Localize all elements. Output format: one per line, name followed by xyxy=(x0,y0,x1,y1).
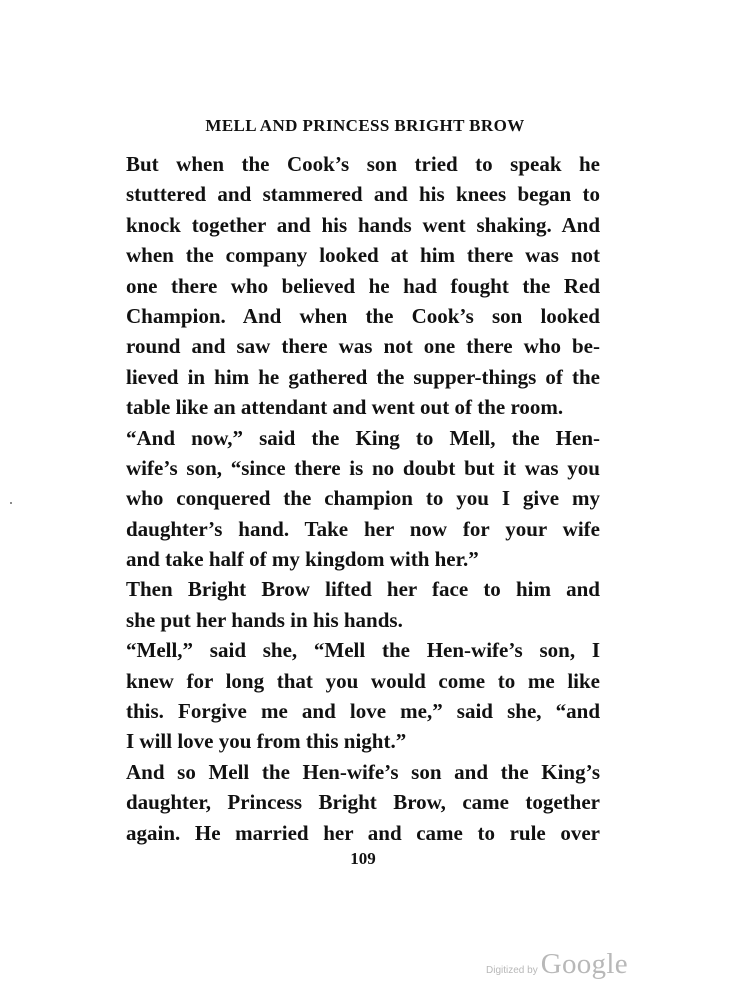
digitized-watermark xyxy=(486,948,628,988)
page-number: 109 xyxy=(350,849,376,868)
text-line: Then Bright Brow lifted her face to him and xyxy=(126,577,600,602)
running-head: MELL AND PRINCESS BRIGHT BROW xyxy=(205,116,525,135)
watermark-prefix: Digitized by xyxy=(486,965,538,976)
text-line: one there who believed he had fought the Red xyxy=(126,273,600,298)
text-line: knew for long that you would come to me like xyxy=(126,668,600,693)
text-line: knock together and his hands went shaking. And xyxy=(126,212,600,237)
text-line: stuttered and stammered and his knees began to xyxy=(126,182,600,207)
body-text xyxy=(126,149,600,848)
text-line: “Mell,” said she, “Mell the Hen-wife’s son, I xyxy=(126,638,600,663)
text-line: I will love you from this night.” xyxy=(126,729,407,754)
text-line: daughter’s hand. Take her now for your wife xyxy=(126,516,600,541)
text-line: wife’s son, “since there is no doubt but it was you xyxy=(126,455,600,480)
google-logo: Google xyxy=(540,948,628,980)
text-line: But when the Cook’s son tried to speak he xyxy=(126,152,600,176)
text-line: who conquered the champion to you I give my xyxy=(126,486,600,511)
text-line: And so Mell the Hen-wife’s son and the King’s xyxy=(126,759,600,784)
scan-speck xyxy=(10,502,12,504)
text-line: daughter, Princess Bright Brow, came together xyxy=(126,790,600,815)
text-line: she put her hands in his hands. xyxy=(126,607,403,632)
text-line: when the company looked at him there was not xyxy=(126,243,600,268)
text-line: Champion. And when the Cook’s son looked xyxy=(126,303,600,328)
text-line: again. He married her and came to rule over xyxy=(126,820,600,845)
text-line: lieved in him he gathered the supper-things of the xyxy=(126,364,600,389)
text-line: round and saw there was not one there who be- xyxy=(126,334,600,359)
text-line: and take half of my kingdom with her.” xyxy=(126,547,479,572)
text-line: this. Forgive me and love me,” said she, “and xyxy=(126,699,600,724)
text-line: “And now,” said the King to Mell, the Hen- xyxy=(126,425,600,450)
text-line: table like an attendant and went out of the room. xyxy=(126,395,564,420)
